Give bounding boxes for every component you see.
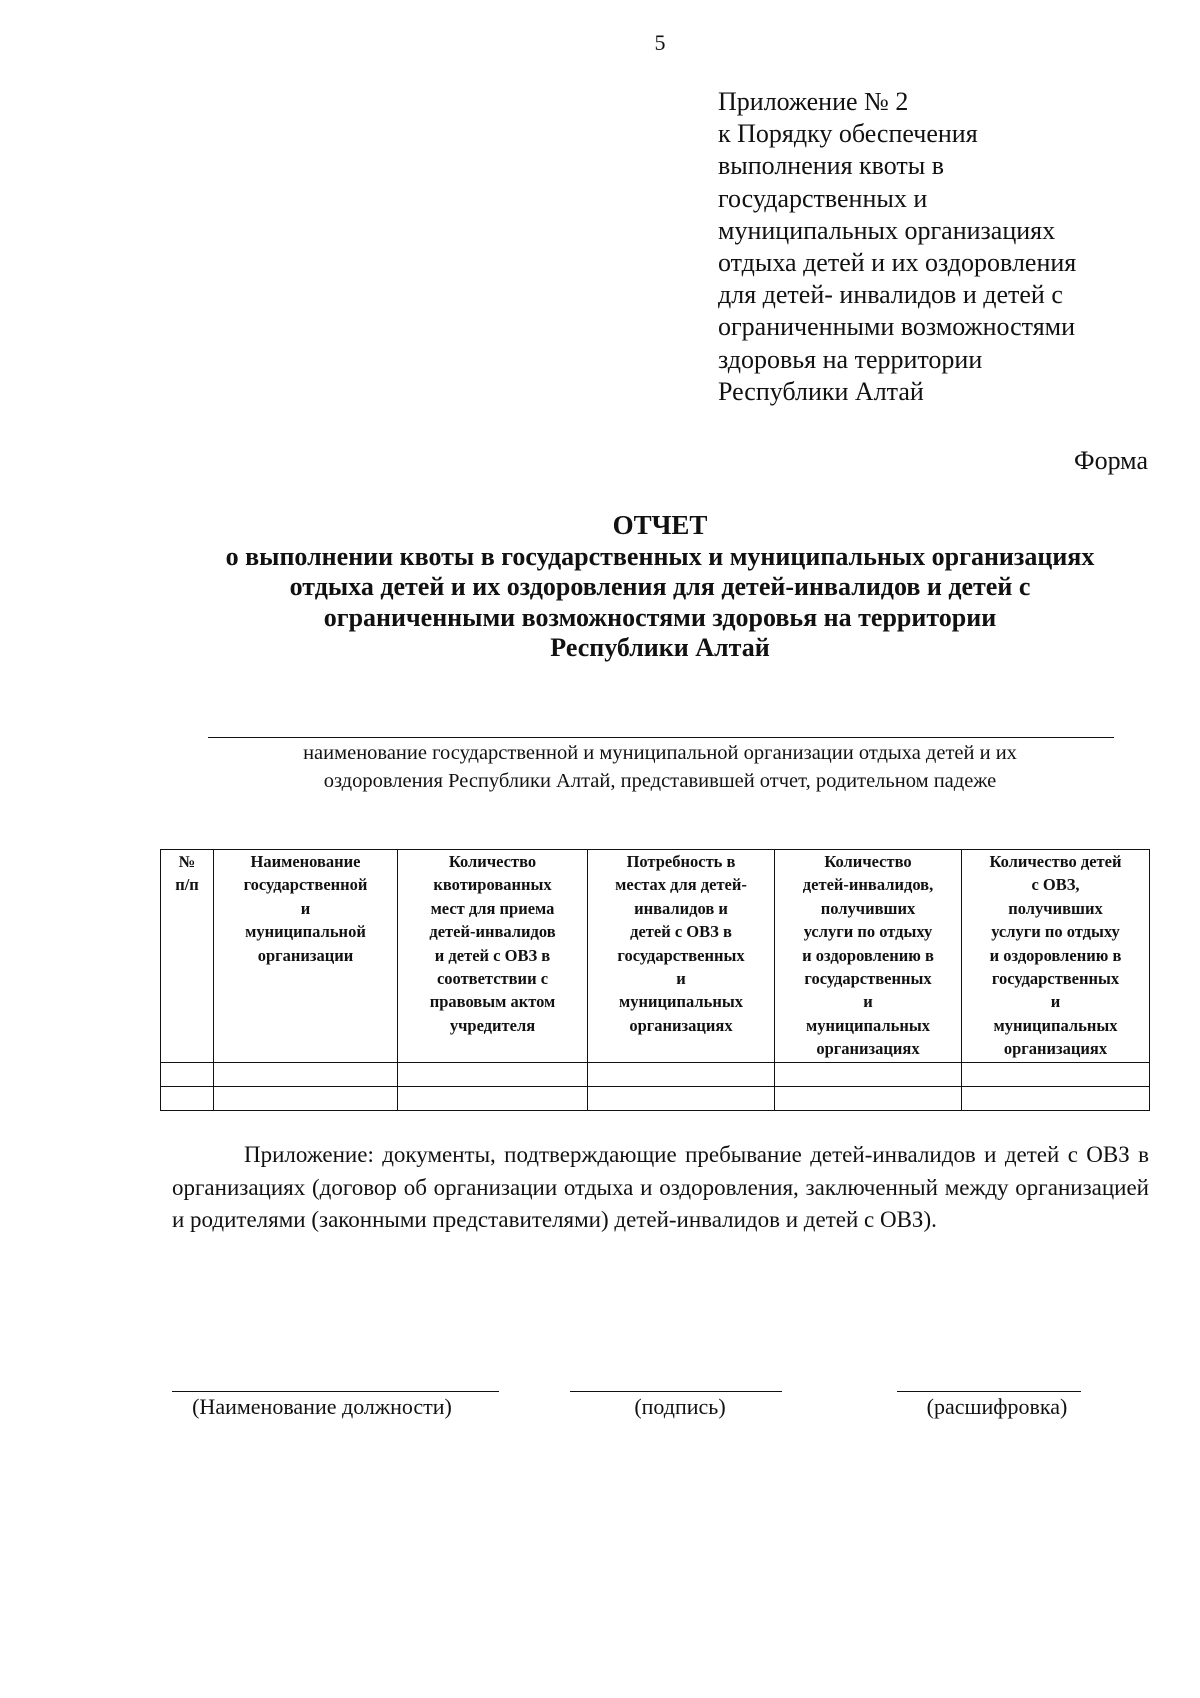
header-line: Количество: [448, 852, 537, 871]
header-line: государственных: [617, 945, 745, 965]
caption-line: наименование государственной и муниципальной организации отдыха детей и их: [303, 742, 1017, 764]
header-line: организациях: [629, 1015, 733, 1035]
report-title: [140, 510, 1180, 664]
header-line: и оздоровлению в: [802, 945, 934, 965]
header-line: правовым актом: [429, 992, 556, 1012]
header-line: муниципальных: [993, 1015, 1118, 1035]
position-label: (Наименование должности): [192, 1394, 452, 1419]
table-cell[interactable]: [962, 1063, 1150, 1087]
header-line: муниципальной: [245, 922, 366, 942]
appendix-line: выполнения квоты в: [718, 151, 945, 181]
signature-label: (подпись): [634, 1394, 726, 1419]
appendix-line: здоровья на территории: [718, 344, 983, 374]
appendix-note-text: Приложение: документы, подтверждающие пребывание детей-инвалидов и детей с ОВЗ в организациях (договор об организации отдыха и оздоровления, заключенный между организацией и родителями (законными представителями) детей-инвалидов и детей с ОВЗ).: [172, 1142, 1149, 1232]
report-title-line: ограниченными возможностями здоровья на территории: [323, 602, 997, 632]
organization-name-caption: [200, 739, 1120, 795]
table-row: [161, 1087, 1150, 1111]
table-row: [161, 1063, 1150, 1087]
header-line: с ОВЗ,: [1031, 875, 1080, 895]
header-line: получивших: [820, 898, 916, 918]
report-table: [160, 849, 1150, 1111]
report-title-line: Республики Алтай: [550, 633, 770, 662]
table-cell[interactable]: [161, 1063, 214, 1087]
header-line: услуги по отдыху: [803, 922, 933, 942]
header-organization-name: [214, 850, 398, 1063]
table-cell[interactable]: [775, 1063, 962, 1087]
header-line: учредителя: [449, 1015, 536, 1035]
table-cell[interactable]: [398, 1063, 588, 1087]
caption-line: оздоровления Республики Алтай, представившей отчет, родительном падеже: [323, 770, 997, 792]
appendix-note: [172, 1139, 1149, 1237]
header-line: и: [300, 898, 311, 918]
header-line: организациях: [1003, 1039, 1108, 1059]
header-line: и детей с ОВЗ в: [434, 945, 551, 965]
appendix-line: муниципальных организациях: [718, 215, 1056, 245]
appendix-line: Приложение № 2: [718, 87, 909, 116]
header-line: и оздоровлению в: [989, 945, 1122, 965]
header-disabled-children-served: [775, 850, 962, 1063]
header-line: Количество: [824, 852, 912, 871]
decoding-signature-line[interactable]: [897, 1391, 1081, 1392]
header-line: инвалидов и: [634, 898, 728, 918]
organization-name-line[interactable]: [208, 737, 1114, 738]
appendix-line: Республики Алтай: [718, 376, 924, 406]
header-quota-places: [398, 850, 588, 1063]
header-places-need: [588, 850, 775, 1063]
header-line: квотированных: [433, 875, 552, 895]
appendix-line: ограниченными возможностями: [718, 312, 1076, 342]
header-line: государственных: [991, 969, 1120, 989]
header-line: и: [863, 992, 873, 1012]
header-line: детей-инвалидов,: [802, 875, 934, 895]
header-line: организациях: [816, 1039, 920, 1059]
appendix-line: государственных и: [718, 183, 928, 213]
header-line: №: [178, 852, 196, 871]
header-line: Потребность в: [626, 852, 736, 871]
header-line: детей с ОВЗ в: [630, 922, 732, 942]
header-line: соответствии с: [436, 969, 549, 989]
header-line: получивших: [1008, 898, 1103, 918]
decoding-label: (расшифровка): [926, 1394, 1068, 1419]
header-line: государственной: [243, 875, 368, 895]
page-number: 5: [654, 30, 666, 55]
header-ovz-children-served: [962, 850, 1150, 1063]
header-line: мест для приема: [430, 898, 555, 918]
signature-line[interactable]: [570, 1391, 782, 1392]
table-cell[interactable]: [588, 1063, 775, 1087]
table-cell[interactable]: [775, 1087, 962, 1111]
table-cell[interactable]: [214, 1063, 398, 1087]
appendix-line: отдыха детей и их оздоровления: [718, 248, 1077, 278]
header-line: муниципальных: [805, 1015, 931, 1035]
header-line: Количество детей: [989, 852, 1122, 871]
table-cell[interactable]: [588, 1087, 775, 1111]
header-line: местах для детей-: [615, 875, 747, 895]
header-number: [161, 850, 214, 1063]
appendix-line: к Порядку обеспечения: [718, 119, 978, 149]
table-cell[interactable]: [962, 1087, 1150, 1111]
form-label: Форма: [1074, 446, 1148, 475]
header-line: п/п: [175, 875, 199, 895]
position-signature-line[interactable]: [172, 1391, 499, 1392]
header-line: услуги по отдыху: [991, 922, 1120, 942]
header-line: Наименование: [250, 852, 361, 871]
report-title-line: отдыха детей и их оздоровления для детей-инвалидов и детей с: [289, 572, 1031, 601]
table-cell[interactable]: [214, 1087, 398, 1111]
table-header-row: [161, 850, 1150, 1063]
appendix-line: для детей- инвалидов и детей с: [718, 280, 1063, 310]
header-line: и: [1050, 992, 1061, 1012]
header-line: муниципальных: [618, 992, 744, 1012]
table-cell[interactable]: [161, 1087, 214, 1111]
header-line: организации: [257, 945, 354, 965]
header-line: и: [676, 969, 686, 989]
header-line: детей-инвалидов: [429, 922, 556, 942]
report-title-main: ОТЧЕТ: [612, 510, 708, 540]
report-title-line: о выполнении квоты в государственных и муниципальных организациях: [225, 541, 1095, 571]
appendix-reference: [718, 86, 1158, 408]
table-cell[interactable]: [398, 1087, 588, 1111]
header-line: государственных: [804, 969, 932, 989]
